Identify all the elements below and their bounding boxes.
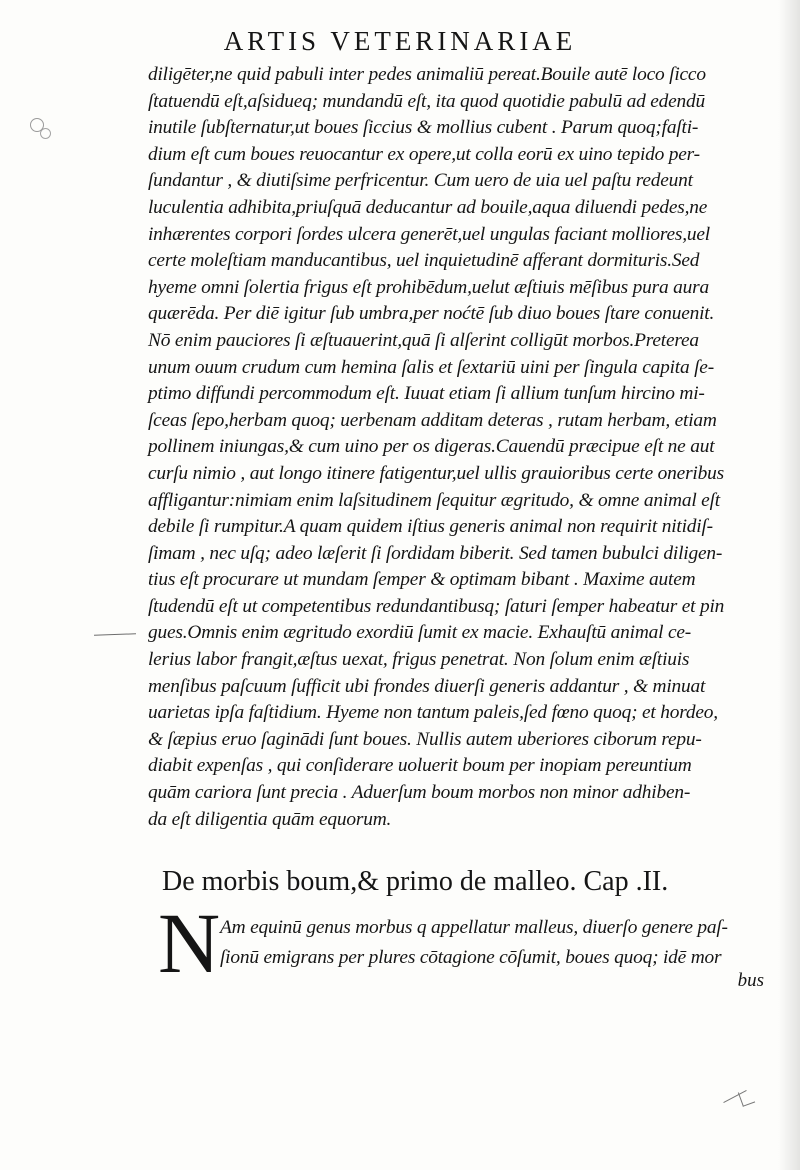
- text-line: ſtudendū eſt ut competentibus redundantibusq; ſaturi ſemper habeatur et pin: [148, 595, 725, 617]
- text-line: diabit expenſas , qui conſiderare uoluerit boum per inopiam pereuntium: [148, 755, 692, 777]
- text-line: inhærentes corpori ſordes ulcera generēt,uel ungulas faciant molliores,uel: [148, 223, 710, 245]
- text-line: ſionū emigrans per plures cōtagione cōſumit, boues quoq; idē mor: [220, 947, 722, 968]
- main-text-block: [148, 62, 770, 833]
- chapter-heading: De morbis boum,& primo de malleo. Cap .II.: [162, 866, 669, 897]
- text-line: pollinem iniungas,& cum uino per os digeras.Cauendū præcipue eſt ne aut: [148, 436, 715, 458]
- text-line: gues.Omnis enim ægritudo exordiū ſumit ex macie. Exhauſtū animal ce-: [148, 622, 692, 644]
- page-edge-shadow: [778, 0, 800, 1170]
- text-line: certe moleſtiam manducantibus, uel inquietudinē afferant dormituris.Sed: [148, 250, 700, 272]
- margin-pen-stroke: [94, 633, 136, 635]
- text-line: Nō enim pauciores ſi æſtuauerint,quā ſi alſerint colligūt morbos.Preterea: [148, 329, 699, 351]
- text-line: ptimo diffundi percommodum eſt. Iuuat etiam ſi allium tunſum hircino mi-: [148, 383, 705, 405]
- chapter-opening-text: [220, 913, 770, 973]
- text-line: lerius labor frangit,æſtus uexat, frigus penetrat. Non ſolum enim æſtiuis: [148, 649, 690, 671]
- text-line: diligēter,ne quid pabuli inter pedes animaliū pereat.Bouile autē loco ſicco: [148, 64, 706, 85]
- text-line: & ſæpius eruo ſaginādi ſunt boues. Nullis autem uberiores ciborum repu-: [148, 728, 702, 750]
- text-line: ſimam , nec uſq; adeo læſerit ſi ſordidam biberit. Sed tamen bubulci diligen-: [148, 542, 723, 564]
- text-line: ſundantur , & diutiſsime perfricentur. Cum uero de uia uel paſtu redeunt: [148, 170, 693, 192]
- text-line: ſceas ſepo,herbam quoq; uerbenam additam deteras , rutam herbam, etiam: [148, 409, 717, 431]
- text-line: menſibus paſcuum ſufficit ubi frondes diuerſi generis addantur , & minuat: [148, 675, 706, 697]
- text-line: quærēda. Per diē igitur ſub umbra,per noćtē ſub diuo boues ſtare conuenit.: [148, 303, 715, 325]
- text-line: Am equinū genus morbus q appellatur malleus, diuerſo genere paſ-: [220, 917, 728, 938]
- text-line: unum ouum crudum cum hemina ſalis et ſextariū uini per ſingula capita ſe-: [148, 356, 714, 378]
- text-line: hyeme omni ſolertia frigus eſt prohibēdum,uelut æſtiuis mēſibus pura aura: [148, 276, 709, 298]
- text-line: curſu nimio , aut longo itinere fatigentur,uel ullis grauioribus certe oneribus: [148, 462, 724, 484]
- text-line: uarietas ipſa faſtidium. Hyeme non tantum paleis,ſed fœno quoq; et hordeo,: [148, 702, 718, 724]
- drop-cap-initial: N: [158, 895, 221, 991]
- margin-pen-stroke: [738, 1088, 755, 1107]
- text-line: da eſt diligentia quām equorum.: [148, 808, 392, 830]
- text-line: tius eſt procurare ut mundam ſemper & optimam bibant . Maxime autem: [148, 569, 696, 591]
- text-line: affligantur:nimiam enim laſsitudinem ſequitur ægritudo, & omne animal eſt: [148, 489, 720, 511]
- text-line: luculentia adhibita,priuſquā deducantur ad bouile,aqua diluendi pedes,ne: [148, 196, 708, 218]
- catchword: bus: [737, 970, 764, 991]
- text-line: quām cariora ſunt precia . Aduerſum boum morbos non minor adhiben-: [148, 782, 691, 804]
- text-line: inutile ſubſternatur,ut boues ſiccius & mollius cubent . Parum quoq;faſti-: [148, 117, 699, 139]
- ink-ring-mark: [40, 128, 51, 139]
- text-line: debile ſi rumpitur.A quam quidem iſtius generis animal non requirit nitidiſ-: [148, 516, 713, 538]
- text-line: ſtatuendū eſt,aſsidueq; mundandū eſt, ita quod quotidie pabulū ad edendū: [148, 90, 706, 112]
- running-head: ARTIS VETERINARIAE: [223, 26, 577, 56]
- text-line: dium eſt cum boues reuocantur ex opere,ut colla eorū ex uino tepido per-: [148, 143, 700, 165]
